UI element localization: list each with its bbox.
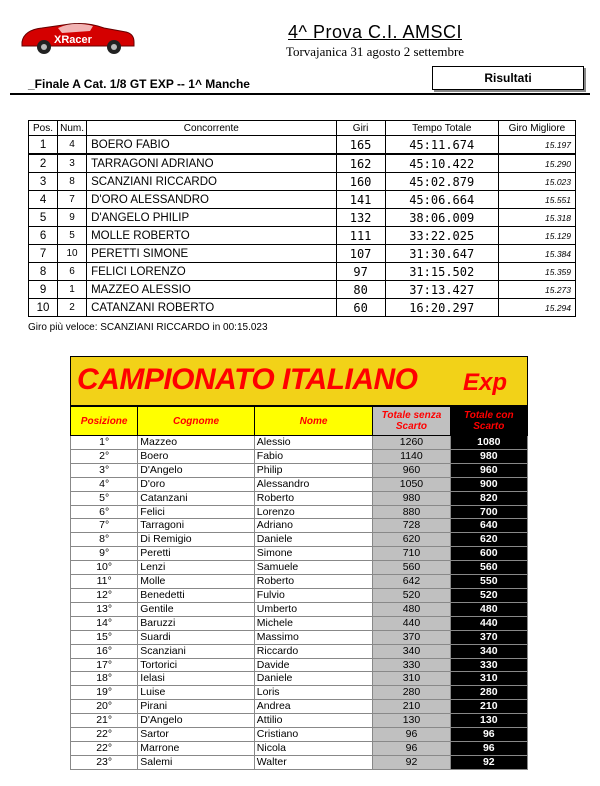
champ-cell-pos: 3° xyxy=(71,463,138,477)
col-tempo-totale: Tempo Totale xyxy=(385,121,498,136)
champ-cell-nome: Attilio xyxy=(254,714,373,728)
result-cell-pos: 9 xyxy=(29,281,58,299)
champ-cell-pos: 8° xyxy=(71,533,138,547)
result-cell-name: MAZZEO ALESSIO xyxy=(87,281,336,299)
champ-cell-pos: 13° xyxy=(71,602,138,616)
champ-cell-nome: Cristiano xyxy=(254,728,373,742)
race-label: _Finale A Cat. 1/8 GT EXP -- 1^ Manche xyxy=(28,77,250,91)
champ-cell-senza: 960 xyxy=(373,463,450,477)
result-cell-tot: 45:06.664 xyxy=(385,191,498,209)
champ-cell-pos: 17° xyxy=(71,658,138,672)
result-cell-pos: 6 xyxy=(29,227,58,245)
list-item xyxy=(71,755,528,769)
championship-header-row xyxy=(71,407,528,436)
champ-cell-nome: Alessio xyxy=(254,436,373,450)
champ-cell-pos: 22° xyxy=(71,728,138,742)
result-cell-num: 2 xyxy=(58,299,87,317)
col-giro-migliore: Giro Migliore xyxy=(498,121,575,136)
list-item xyxy=(71,436,528,450)
list-item xyxy=(71,630,528,644)
result-cell-tot: 45:02.879 xyxy=(385,173,498,191)
result-cell-best: 15.129 xyxy=(498,227,575,245)
result-cell-name: PERETTI SIMONE xyxy=(87,245,336,263)
champ-cell-nome: Philip xyxy=(254,463,373,477)
champ-cell-nome: Roberto xyxy=(254,491,373,505)
champ-cell-senza: 620 xyxy=(373,533,450,547)
result-cell-best: 15.294 xyxy=(498,299,575,317)
champ-cell-pos: 11° xyxy=(71,575,138,589)
champ-cell-cognome: Gentile xyxy=(138,602,255,616)
result-cell-giri: 111 xyxy=(336,227,385,245)
table-row xyxy=(29,173,576,191)
champ-cell-pos: 2° xyxy=(71,449,138,463)
champ-cell-senza: 92 xyxy=(373,755,450,769)
champ-cell-con: 210 xyxy=(450,700,527,714)
result-cell-best: 15.290 xyxy=(498,154,575,173)
result-cell-num: 6 xyxy=(58,263,87,281)
champ-cell-nome: Massimo xyxy=(254,630,373,644)
champ-cell-pos: 23° xyxy=(71,755,138,769)
champ-cell-pos: 9° xyxy=(71,547,138,561)
table-row xyxy=(29,209,576,227)
champ-cell-pos: 19° xyxy=(71,686,138,700)
champ-cell-con: 280 xyxy=(450,686,527,700)
result-cell-name: D'ANGELO PHILIP xyxy=(87,209,336,227)
champ-cell-con: 330 xyxy=(450,658,527,672)
col-concorrente: Concorrente xyxy=(87,121,336,136)
banner-title: CAMPIONATO ITALIANO xyxy=(77,363,418,396)
champ-cell-cognome: Marrone xyxy=(138,741,255,755)
champ-cell-cognome: Baruzzi xyxy=(138,616,255,630)
result-cell-pos: 8 xyxy=(29,263,58,281)
results-button[interactable]: Risultati xyxy=(432,66,584,90)
result-cell-pos: 1 xyxy=(29,136,58,155)
champ-cell-cognome: Suardi xyxy=(138,630,255,644)
champ-cell-cognome: Luise xyxy=(138,686,255,700)
champ-cell-cognome: Di Remigio xyxy=(138,533,255,547)
champ-cell-con: 960 xyxy=(450,463,527,477)
champ-cell-con: 550 xyxy=(450,575,527,589)
result-cell-tot: 37:13.427 xyxy=(385,281,498,299)
champ-cell-con: 92 xyxy=(450,755,527,769)
result-cell-tot: 38:06.009 xyxy=(385,209,498,227)
champ-cell-con: 600 xyxy=(450,547,527,561)
list-item xyxy=(71,686,528,700)
champ-cell-pos: 6° xyxy=(71,505,138,519)
champ-cell-senza: 980 xyxy=(373,491,450,505)
champ-cell-nome: Daniele xyxy=(254,533,373,547)
championship-table xyxy=(70,406,528,770)
page-subtitle: Torvajanica 31 agosto 2 settembre xyxy=(285,44,465,59)
list-item xyxy=(71,519,528,533)
champ-cell-cognome: D'oro xyxy=(138,477,255,491)
champ-cell-senza: 210 xyxy=(373,700,450,714)
champ-cell-con: 520 xyxy=(450,588,527,602)
champ-cell-senza: 1140 xyxy=(373,449,450,463)
list-item xyxy=(71,547,528,561)
col-num: Num. xyxy=(58,121,87,136)
champ-cell-pos: 22° xyxy=(71,741,138,755)
champ-cell-cognome: Felici xyxy=(138,505,255,519)
champ-cell-pos: 14° xyxy=(71,616,138,630)
list-item xyxy=(71,672,528,686)
champ-cell-pos: 18° xyxy=(71,672,138,686)
champ-cell-cognome: Salemi xyxy=(138,755,255,769)
list-item xyxy=(71,602,528,616)
champ-cell-nome: Fabio xyxy=(254,449,373,463)
result-cell-giri: 60 xyxy=(336,299,385,317)
champ-cell-pos: 1° xyxy=(71,436,138,450)
logo-text: XRacer xyxy=(54,34,92,46)
list-item xyxy=(71,616,528,630)
table-row xyxy=(29,227,576,245)
result-cell-name: CATANZANI ROBERTO xyxy=(87,299,336,317)
result-cell-num: 9 xyxy=(58,209,87,227)
result-cell-giri: 97 xyxy=(336,263,385,281)
list-item xyxy=(71,449,528,463)
champ-cell-pos: 15° xyxy=(71,630,138,644)
champ-cell-pos: 5° xyxy=(71,491,138,505)
champ-cell-con: 340 xyxy=(450,644,527,658)
result-cell-giri: 165 xyxy=(336,136,385,155)
col-totale-senza-scarto: Totale senza Scarto xyxy=(373,407,450,436)
list-item xyxy=(71,658,528,672)
champ-cell-pos: 21° xyxy=(71,714,138,728)
col-totale-con-scarto: Totale con Scarto xyxy=(450,407,527,436)
list-item xyxy=(71,533,528,547)
result-cell-tot: 33:22.025 xyxy=(385,227,498,245)
result-cell-tot: 31:15.502 xyxy=(385,263,498,281)
table-row xyxy=(29,136,576,155)
champ-cell-con: 310 xyxy=(450,672,527,686)
results-header-row xyxy=(29,121,576,136)
result-cell-best: 15.551 xyxy=(498,191,575,209)
result-cell-giri: 107 xyxy=(336,245,385,263)
result-cell-name: TARRAGONI ADRIANO xyxy=(87,154,336,173)
champ-cell-con: 1080 xyxy=(450,436,527,450)
champ-cell-nome: Umberto xyxy=(254,602,373,616)
champ-cell-con: 440 xyxy=(450,616,527,630)
result-cell-best: 15.023 xyxy=(498,173,575,191)
champ-cell-cognome: Benedetti xyxy=(138,588,255,602)
champ-cell-nome: Alessandro xyxy=(254,477,373,491)
champ-cell-nome: Davide xyxy=(254,658,373,672)
champ-cell-cognome: Scanziani xyxy=(138,644,255,658)
champ-cell-cognome: Tarragoni xyxy=(138,519,255,533)
result-cell-num: 5 xyxy=(58,227,87,245)
champ-cell-nome: Walter xyxy=(254,755,373,769)
champ-cell-cognome: Tortorici xyxy=(138,658,255,672)
champ-cell-senza: 96 xyxy=(373,728,450,742)
champ-cell-pos: 20° xyxy=(71,700,138,714)
champ-cell-cognome: Peretti xyxy=(138,547,255,561)
champ-cell-con: 900 xyxy=(450,477,527,491)
table-row xyxy=(29,154,576,173)
champ-cell-pos: 7° xyxy=(71,519,138,533)
result-cell-best: 15.384 xyxy=(498,245,575,263)
champ-cell-senza: 480 xyxy=(373,602,450,616)
champ-cell-con: 130 xyxy=(450,714,527,728)
result-cell-tot: 45:11.674 xyxy=(385,136,498,155)
table-row xyxy=(29,245,576,263)
champ-cell-senza: 330 xyxy=(373,658,450,672)
result-cell-giri: 80 xyxy=(336,281,385,299)
champ-cell-senza: 310 xyxy=(373,672,450,686)
col-pos: Pos. xyxy=(29,121,58,136)
champ-cell-senza: 880 xyxy=(373,505,450,519)
champ-cell-con: 980 xyxy=(450,449,527,463)
champ-cell-nome: Nicola xyxy=(254,741,373,755)
champ-cell-senza: 370 xyxy=(373,630,450,644)
list-item xyxy=(71,491,528,505)
result-cell-pos: 3 xyxy=(29,173,58,191)
result-cell-giri: 160 xyxy=(336,173,385,191)
table-row xyxy=(29,263,576,281)
result-cell-num: 8 xyxy=(58,173,87,191)
champ-cell-senza: 560 xyxy=(373,561,450,575)
results-table xyxy=(28,120,576,317)
col-cognome: Cognome xyxy=(138,407,255,436)
col-nome: Nome xyxy=(254,407,373,436)
champ-cell-cognome: Ielasi xyxy=(138,672,255,686)
result-cell-name: BOERO FABIO xyxy=(87,136,336,155)
list-item xyxy=(71,463,528,477)
champ-cell-senza: 642 xyxy=(373,575,450,589)
result-cell-best: 15.197 xyxy=(498,136,575,155)
champ-cell-pos: 4° xyxy=(71,477,138,491)
result-cell-num: 3 xyxy=(58,154,87,173)
result-cell-name: FELICI LORENZO xyxy=(87,263,336,281)
champ-cell-con: 560 xyxy=(450,561,527,575)
table-row xyxy=(29,281,576,299)
result-cell-tot: 31:30.647 xyxy=(385,245,498,263)
champ-cell-pos: 12° xyxy=(71,588,138,602)
champ-cell-con: 820 xyxy=(450,491,527,505)
champ-cell-senza: 280 xyxy=(373,686,450,700)
list-item xyxy=(71,728,528,742)
result-cell-pos: 5 xyxy=(29,209,58,227)
list-item xyxy=(71,644,528,658)
table-row xyxy=(29,191,576,209)
result-cell-name: D'ORO ALESSANDRO xyxy=(87,191,336,209)
list-item xyxy=(71,741,528,755)
champ-cell-cognome: Sartor xyxy=(138,728,255,742)
champ-cell-con: 370 xyxy=(450,630,527,644)
champ-cell-senza: 728 xyxy=(373,519,450,533)
champ-cell-cognome: Catanzani xyxy=(138,491,255,505)
champ-cell-con: 620 xyxy=(450,533,527,547)
champ-cell-con: 96 xyxy=(450,728,527,742)
champ-cell-nome: Michele xyxy=(254,616,373,630)
result-cell-pos: 2 xyxy=(29,154,58,173)
xracer-logo xyxy=(18,16,138,56)
champ-cell-nome: Fulvio xyxy=(254,588,373,602)
champ-cell-nome: Andrea xyxy=(254,700,373,714)
championship-panel xyxy=(70,356,528,770)
champ-cell-nome: Roberto xyxy=(254,575,373,589)
banner-suffix: Exp xyxy=(463,369,508,396)
result-cell-giri: 132 xyxy=(336,209,385,227)
champ-cell-senza: 520 xyxy=(373,588,450,602)
result-cell-num: 10 xyxy=(58,245,87,263)
champ-cell-senza: 96 xyxy=(373,741,450,755)
list-item xyxy=(71,477,528,491)
champ-cell-senza: 710 xyxy=(373,547,450,561)
champ-cell-con: 480 xyxy=(450,602,527,616)
champ-cell-senza: 440 xyxy=(373,616,450,630)
result-cell-tot: 16:20.297 xyxy=(385,299,498,317)
champ-cell-con: 700 xyxy=(450,505,527,519)
champ-cell-cognome: Molle xyxy=(138,575,255,589)
result-cell-best: 15.359 xyxy=(498,263,575,281)
result-cell-best: 15.318 xyxy=(498,209,575,227)
fastest-lap: Giro più veloce: SCANZIANI RICCARDO in 00:15.023 xyxy=(28,322,268,333)
champ-cell-senza: 340 xyxy=(373,644,450,658)
champ-cell-cognome: D'Angelo xyxy=(138,463,255,477)
champ-cell-nome: Loris xyxy=(254,686,373,700)
champ-cell-pos: 10° xyxy=(71,561,138,575)
champ-cell-nome: Daniele xyxy=(254,672,373,686)
championship-banner xyxy=(70,356,528,406)
list-item xyxy=(71,505,528,519)
champ-cell-con: 640 xyxy=(450,519,527,533)
result-cell-num: 7 xyxy=(58,191,87,209)
list-item xyxy=(71,561,528,575)
result-cell-num: 1 xyxy=(58,281,87,299)
champ-cell-cognome: D'Angelo xyxy=(138,714,255,728)
result-cell-best: 15.273 xyxy=(498,281,575,299)
result-cell-tot: 45:10.422 xyxy=(385,154,498,173)
champ-cell-nome: Lorenzo xyxy=(254,505,373,519)
table-row xyxy=(29,299,576,317)
champ-cell-nome: Samuele xyxy=(254,561,373,575)
result-cell-num: 4 xyxy=(58,136,87,155)
col-giri: Giri xyxy=(336,121,385,136)
result-cell-pos: 10 xyxy=(29,299,58,317)
champ-cell-senza: 130 xyxy=(373,714,450,728)
result-cell-pos: 4 xyxy=(29,191,58,209)
champ-cell-cognome: Pirani xyxy=(138,700,255,714)
result-cell-pos: 7 xyxy=(29,245,58,263)
champ-cell-senza: 1260 xyxy=(373,436,450,450)
champ-cell-nome: Simone xyxy=(254,547,373,561)
page-title: 4^ Prova C.I. AMSCI xyxy=(288,22,462,42)
result-cell-name: SCANZIANI RICCARDO xyxy=(87,173,336,191)
result-cell-giri: 141 xyxy=(336,191,385,209)
champ-cell-cognome: Lenzi xyxy=(138,561,255,575)
list-item xyxy=(71,714,528,728)
list-item xyxy=(71,700,528,714)
champ-cell-pos: 16° xyxy=(71,644,138,658)
champ-cell-cognome: Mazzeo xyxy=(138,436,255,450)
col-posizione: Posizione xyxy=(71,407,138,436)
champ-cell-senza: 1050 xyxy=(373,477,450,491)
result-cell-name: MOLLE ROBERTO xyxy=(87,227,336,245)
champ-cell-nome: Riccardo xyxy=(254,644,373,658)
champ-cell-con: 96 xyxy=(450,741,527,755)
result-cell-giri: 162 xyxy=(336,154,385,173)
champ-cell-cognome: Boero xyxy=(138,449,255,463)
list-item xyxy=(71,588,528,602)
divider xyxy=(10,93,590,95)
list-item xyxy=(71,575,528,589)
champ-cell-nome: Adriano xyxy=(254,519,373,533)
